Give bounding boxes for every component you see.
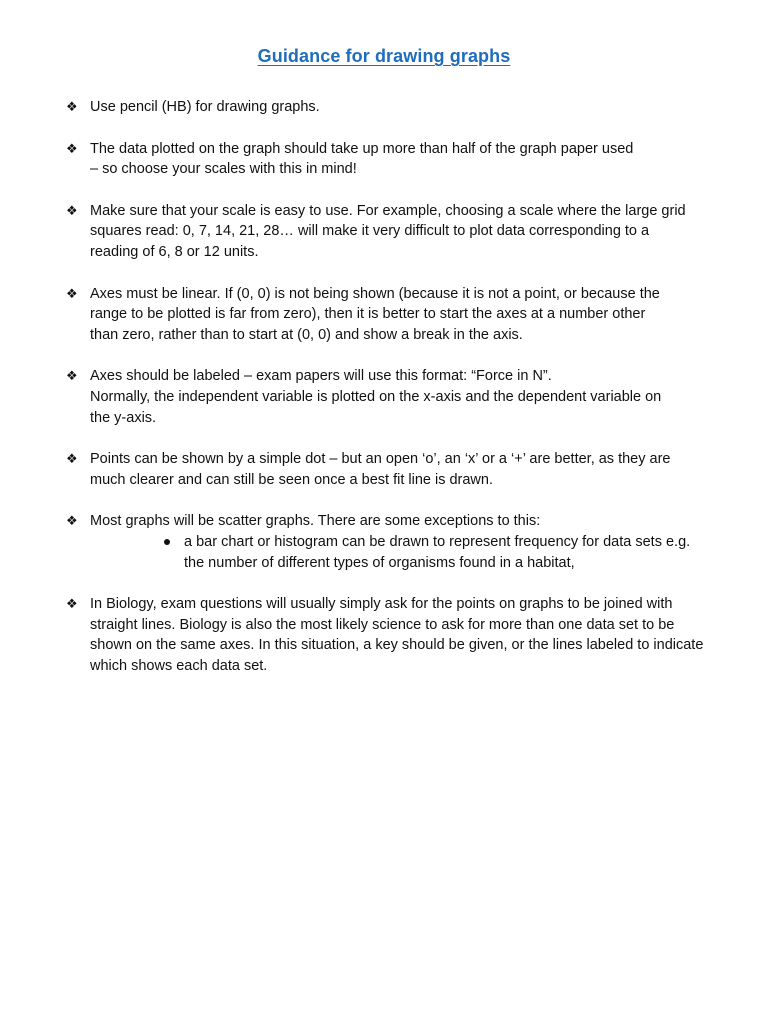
item-text-line: Normally, the independent variable is plotted on the x-axis and the dependent variable on [90,388,662,405]
list-item [66,139,746,180]
item-text-line: range to be plotted is far from zero), then it is better to start the axes at a number other [90,306,646,323]
item-text-line: – so choose your scales with this in mind! [90,161,357,178]
item-text-line: Make sure that your scale is easy to use. For example, choosing a scale where the large grid [90,202,686,219]
guidance-list [66,97,746,697]
item-text-line: than zero, rather than to start at (0, 0) and show a break in the axis. [90,326,523,343]
item-text-line: much clearer and can still be seen once a best fit line is drawn. [90,471,493,488]
sub-list-item [160,532,746,573]
item-text-line: Most graphs will be scatter graphs. There are some exceptions to this: [90,513,541,530]
sub-item-text-line: a bar chart or histogram can be drawn to represent frequency for data sets e.g. [184,533,691,550]
item-text-line: the y-axis. [90,409,157,426]
list-item [66,449,746,490]
diamond-bullet-icon: ❖ [66,451,78,467]
sub-item-text-line: the number of different types of organisms found in a habitat, [184,554,575,571]
diamond-bullet-icon: ❖ [66,202,78,218]
diamond-bullet-icon: ❖ [66,513,78,529]
diamond-bullet-icon: ❖ [66,368,78,384]
diamond-bullet-icon: ❖ [66,140,78,156]
item-text-line: reading of 6, 8 or 12 units. [90,243,259,260]
item-text-line: Axes should be labeled – exam papers will use this format: “Force in N”. [90,368,552,385]
item-text-line: Points can be shown by a simple dot – but an open ‘o’, an ‘x’ or a ‘+’ are better, as they are [90,451,671,468]
item-text-line: Use pencil (HB) for drawing graphs. [90,99,320,115]
diamond-bullet-icon: ❖ [66,596,78,612]
item-text-line: which shows each data set. [90,657,268,674]
list-item [66,511,746,573]
document-title: Guidance for drawing graphs [257,46,511,66]
dot-bullet-icon [164,539,170,545]
item-text-line: squares read: 0, 7, 14, 21, 28… will make it very difficult to plot data corresponding to a [90,223,650,240]
diamond-bullet-icon: ❖ [66,285,78,301]
list-item [66,97,746,118]
list-item [66,201,746,263]
sub-list [90,532,746,573]
item-text-line: shown on the same axes. In this situation, a key should be given, or the lines labeled to indicate [90,637,704,654]
list-item [66,366,746,428]
diamond-bullet-icon: ❖ [66,99,78,114]
item-text-line: In Biology, exam questions will usually simply ask for the points on graphs to be joined with [90,596,673,613]
list-item [66,594,746,676]
list-item [66,284,746,346]
item-text-line: straight lines. Biology is also the most likely science to ask for more than one data set to be [90,616,675,633]
item-text-line: The data plotted on the graph should take up more than half of the graph paper used [90,140,634,157]
item-text-line: Axes must be linear. If (0, 0) is not being shown (because it is not a point, or because the [90,285,660,302]
